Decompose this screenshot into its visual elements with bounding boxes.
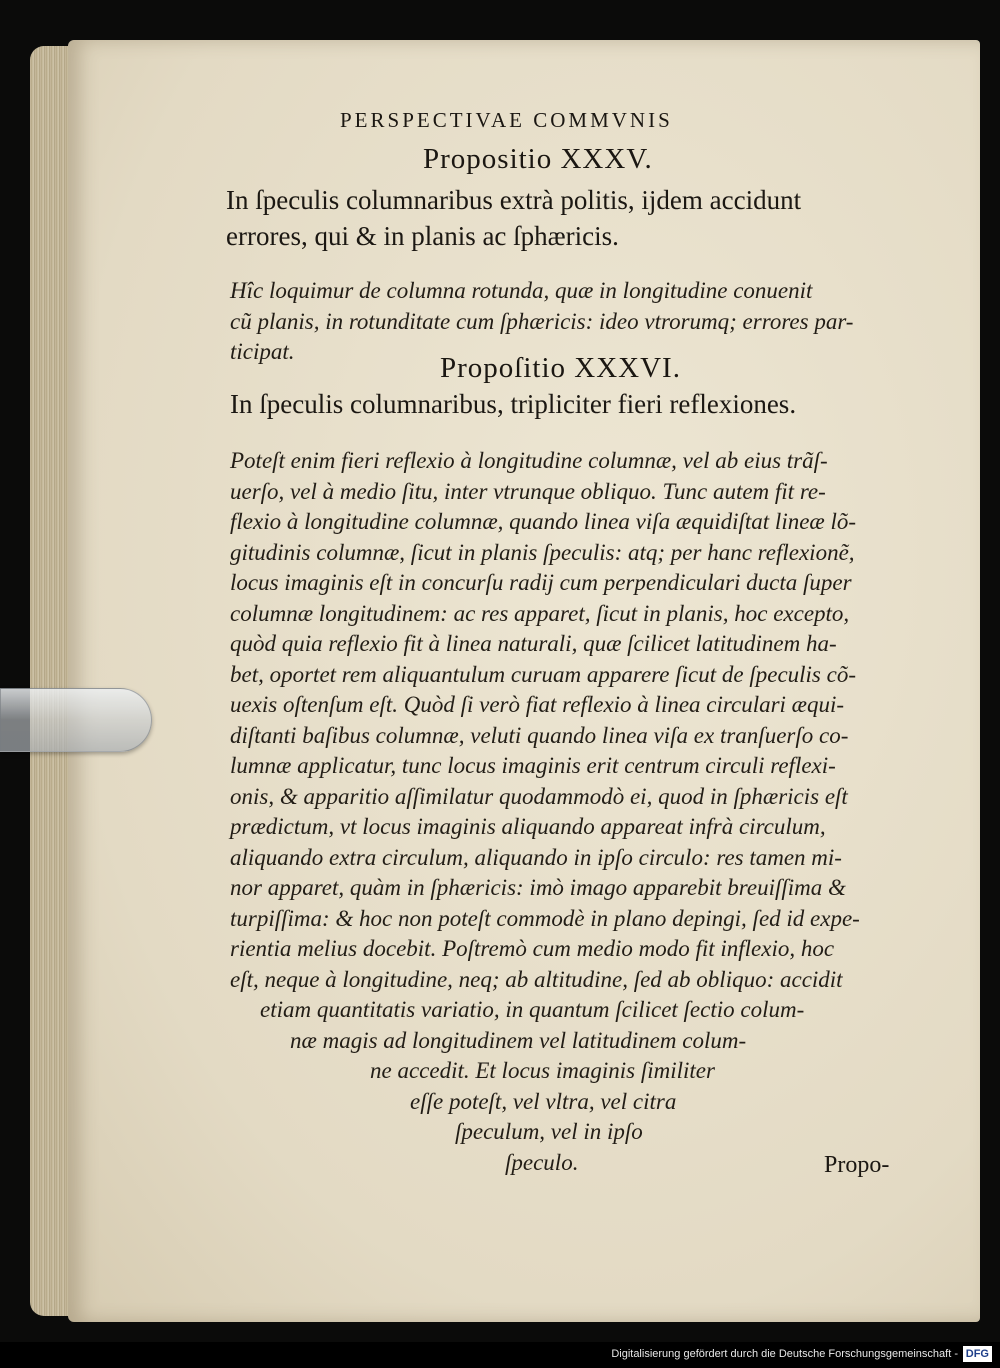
footer-credit: Digitalisierung gefördert durch die Deutsche Forschungsgemeinschaft -: [611, 1348, 958, 1360]
commentary-line: eſt, neque à longitudine, neq; ab altitudine, ſed ab obliquo: accidit: [230, 966, 843, 992]
commentary-line: ticipat.: [230, 339, 295, 364]
page-content: [68, 40, 980, 1322]
proposition-36-statement: [230, 386, 796, 422]
commentary-line: diſtanti baſibus columnæ, veluti quando linea viſa ex tranſuerſo co-: [230, 722, 849, 748]
dfg-logo-icon: DFG: [963, 1346, 992, 1362]
commentary-line: aliquando extra circulum, aliquando in ipſo circulo: res tamen mi-: [230, 844, 842, 870]
commentary-line: etiam quantitatis variatio, in quantum ſcilicet ſectio colum-: [260, 997, 805, 1022]
commentary-line: ſpeculum, vel in ipſo: [455, 1119, 643, 1144]
commentary-line: eſſe poteſt, vel vltra, vel citra: [410, 1088, 677, 1114]
page-clip: [0, 688, 152, 752]
commentary-line: columnæ longitudinem: ac res apparet, ſicut in planis, hoc excepto,: [230, 600, 850, 626]
commentary-line: lumnæ applicatur, tunc locus imaginis erit centrum circuli reflexi-: [230, 753, 836, 778]
commentary-line: cũ planis, in rotunditate cum ſphæricis: ideo vtrorumq; errores par-: [230, 308, 854, 334]
book-page: [68, 40, 980, 1322]
commentary-line: onis, & apparitio aſſimilatur quodammodò ei, quod in ſphæricis eſt: [230, 783, 848, 809]
statement-line: In ſpeculis columnaribus, tripliciter fieri reflexiones.: [230, 389, 797, 419]
proposition-35-title: Propositio XXXV.: [423, 143, 653, 175]
commentary-line: uerſo, vel à medio ſitu, inter vtrunque obliquo. Tunc autem fit re-: [230, 478, 826, 504]
commentary-line: uexis oſtenſum eſt. Quòd ſi verò fiat reflexio à linea circulari æqui-: [230, 692, 845, 717]
proposition-36-title: Propoſitio XXXVI.: [440, 352, 681, 384]
commentary-line: Poteſt enim fieri reflexio à longitudine columnæ, vel ab eius trãſ-: [230, 448, 828, 473]
commentary-line: ſpeculo.: [505, 1149, 579, 1175]
commentary-line: quòd quia reflexio fit à linea naturali, quæ ſcilicet latitudinem ha-: [230, 631, 837, 656]
statement-line: errores, qui & in planis ac ſphæricis.: [226, 221, 619, 251]
running-head: PERSPECTIVAE COMMVNIS: [340, 108, 673, 132]
commentary-line: flexio à longitudine columnæ, quando linea viſa æquidiſtat lineæ lõ-: [230, 509, 857, 534]
commentary-line: ne accedit. Et locus imaginis ſimiliter: [370, 1058, 715, 1083]
catchword: Propo-: [824, 1152, 890, 1178]
commentary-line: gitudinis columnæ, ſicut in planis ſpeculis: atq; per hanc reflexionẽ,: [230, 539, 855, 565]
statement-line: In ſpeculis columnaribus extrà politis, ijdem accidunt: [226, 185, 802, 215]
commentary-line: næ magis ad longitudinem vel latitudinem colum-: [290, 1027, 747, 1053]
commentary-line: prædictum, vt locus imaginis aliquando appareat infrà circulum,: [230, 814, 826, 839]
proposition-35-statement: [226, 182, 801, 254]
commentary-line: rientia melius docebit. Poſtremò cum medio modo fit inflexio, hoc: [230, 936, 835, 961]
commentary-line: bet, oportet rem aliquantulum curuam apparere ſicut de ſpeculis cõ-: [230, 661, 856, 687]
commentary-line: nor apparet, quàm in ſphæricis: imò imago apparebit breuiſſima &: [230, 875, 846, 900]
commentary-line: locus imaginis eſt in concurſu radij cum perpendiculari ducta ſuper: [230, 570, 852, 595]
digitization-footer: [0, 1342, 1000, 1368]
commentary-line: Hîc loquimur de columna rotunda, quæ in longitudine conuenit: [230, 278, 813, 303]
commentary-line: turpiſſima: & hoc non poteſt commodè in plano depingi, ſed id expe-: [230, 905, 860, 931]
proposition-36-commentary: [230, 446, 860, 1178]
